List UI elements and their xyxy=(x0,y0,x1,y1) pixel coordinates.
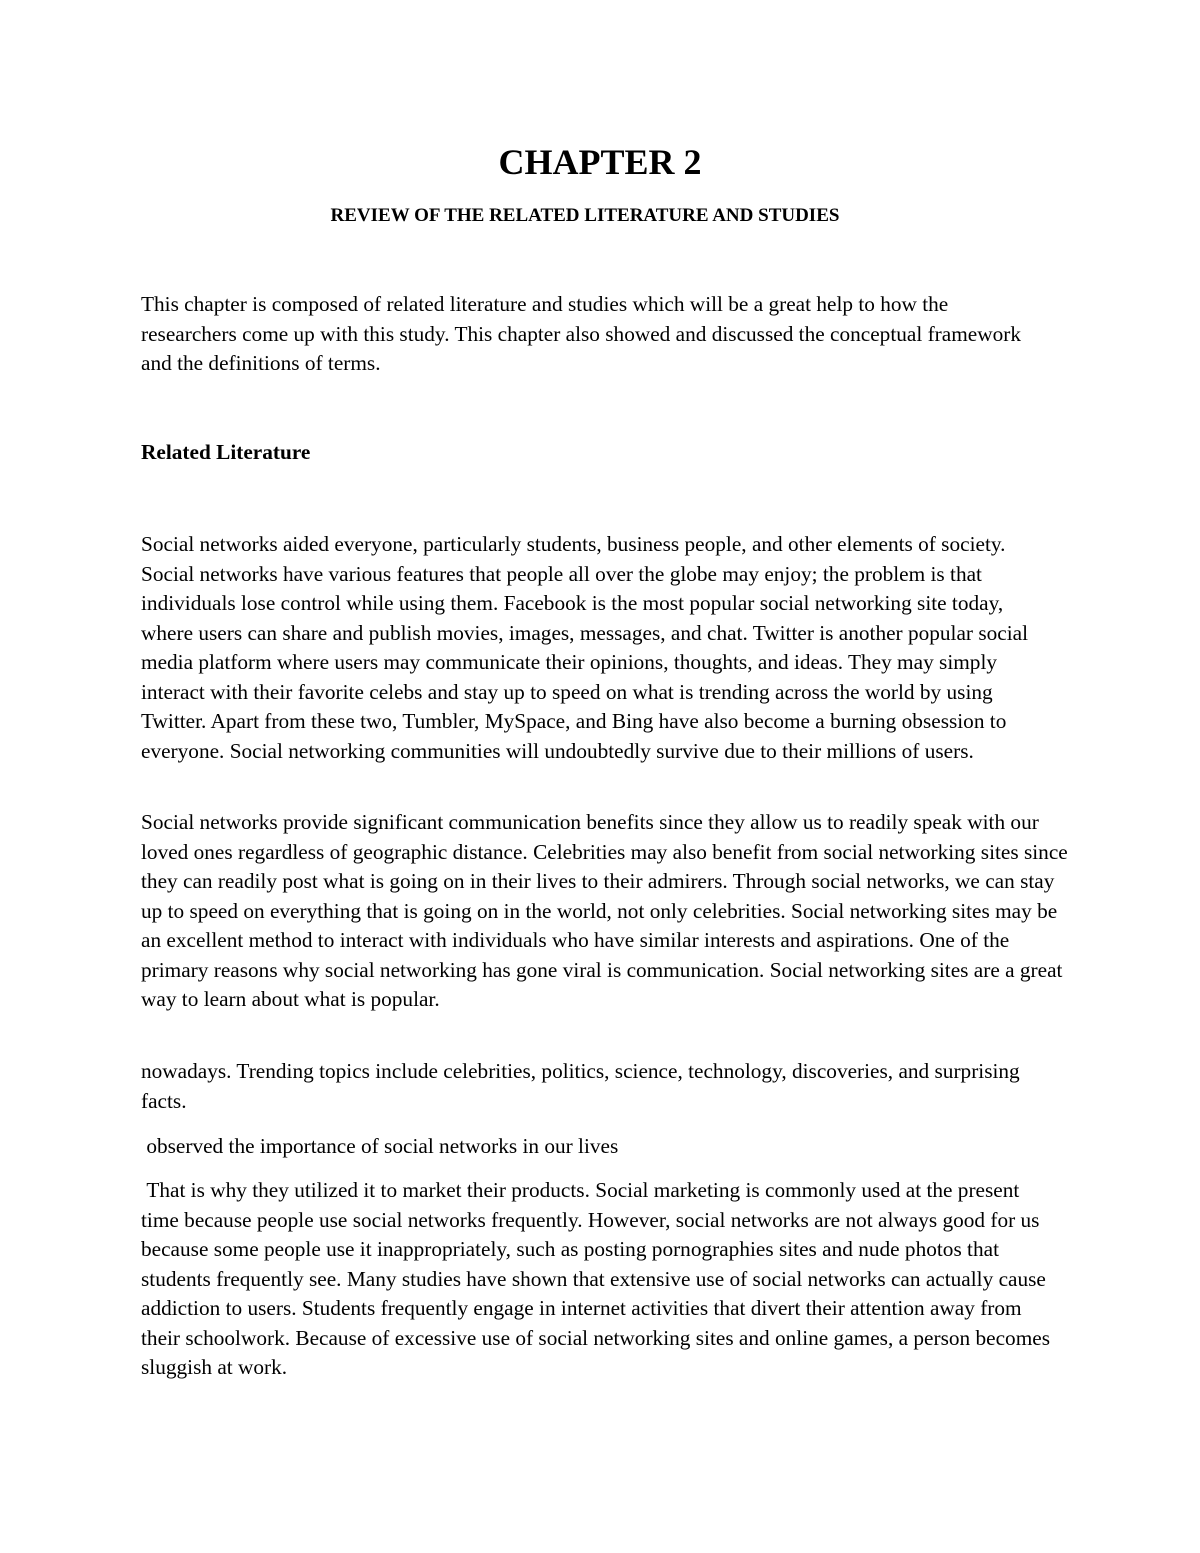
chapter-subtitle: REVIEW OF THE RELATED LITERATURE AND STUDIES xyxy=(330,205,840,226)
body-paragraph: That is why they utilized it to market their products. Social marketing is commonly used at the present time because people use social networks frequently. However, social networks are not always good for us because some people use it inappropriately, such as posting pornographies sites and nude photos that students frequently see. Many studies have shown that extensive use of social networks can actually cause addiction to users. Students frequently engage in internet activities that divert their attention away from their schoolwork. Because of excessive use of social networking sites and online games, a person becomes sluggish at work. xyxy=(141,1178,1056,1379)
body-paragraph: observed the importance of social networks in our lives xyxy=(141,1134,619,1158)
section-heading-related-literature: Related Literature xyxy=(141,440,311,464)
intro-paragraph: This chapter is composed of related literature and studies which will be a great help to how the researchers come up with this study. This chapter also showed and discussed the conceptual framework and the definitions of terms. xyxy=(141,292,1022,375)
body-paragraph: Social networks aided everyone, particularly students, business people, and other elements of society. Social networks have various features that people all over the globe may enjoy; the problem is that individuals lose control while using them. Facebook is the most popular social networking site today, where users can share and publish movies, images, messages, and chat. Twitter is another popular social media platform where users may communicate their opinions, thoughts, and ideas. They may simply interact with their favorite celebs and stay up to speed on what is trending across the world by using Twitter. Apart from these two, Tumbler, MySpace, and Bing have also become a burning obsession to everyone. Social networking communities will undoubtedly survive due to their millions of users. xyxy=(141,532,1029,763)
chapter-title: CHAPTER 2 xyxy=(498,142,702,182)
body-paragraph: nowadays. Trending topics include celebrities, politics, science, technology, discoveries, and surprising facts. xyxy=(141,1059,1020,1113)
body-paragraph: Social networks provide significant communication benefits since they allow us to readily speak with our loved ones regardless of geographic distance. Celebrities may also benefit from social networking sites since they can readily post what is going on in their lives to their admirers. Through social networks, we can stay up to speed on everything that is going on in the world, not only celebrities. Social networking sites may be an excellent method to interact with individuals who have similar interests and aspirations. One of the primary reasons why social networking has gone viral is communication. Social networking sites are a great way to learn about what is popular. xyxy=(141,810,1068,1011)
